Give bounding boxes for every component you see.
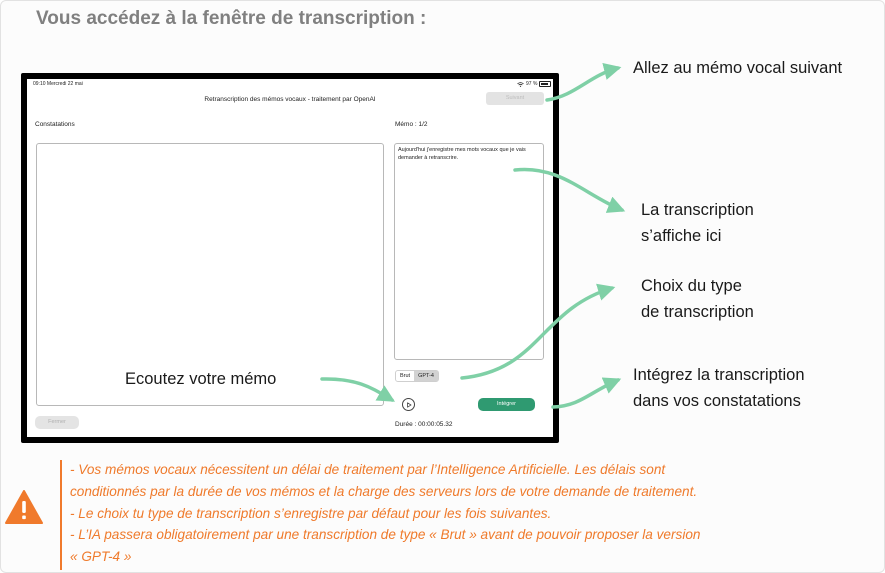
arrow-integrate [553,380,618,407]
close-button[interactable]: Fermer [35,416,79,429]
callout-next: Allez au mémo vocal suivant [633,59,843,77]
callout-integrate-line1: Intégrez la transcription [633,366,805,384]
status-time: 09:10 Mercredi 22 mai [33,81,83,87]
notes-block [70,459,880,568]
arrow-type [462,288,612,378]
callout-type-line2: de transcription [641,303,754,321]
note-line: - L’IA passera obligatoirement par une transcription de type « Brut » avant de pouvoir proposer la version [70,527,701,543]
callout-listen: Ecoutez votre mémo [125,370,277,388]
callout-integrate-line2: dans vos constatations [633,392,801,410]
nav-title: Retranscription des mémos vocaux - traitement par OpenAI [204,96,376,103]
battery-percent: 97 % [526,81,538,87]
transcription-textarea[interactable]: Aujourd'hui j'enregistre mes mots vocaux que je vais demander à retranscrire. [394,143,544,360]
note-line: - Vos mémos vocaux nécessitent un délai de traitement par l’Intelligence Artificielle. Les délais sont [70,462,666,477]
warning-triangle-icon [4,489,44,525]
callout-type-line1: Choix du type [641,277,742,295]
arrow-next [547,68,618,100]
callout-transcript-line2: s’affiche ici [641,227,722,245]
memo-counter: Mémo : 1/2 [395,121,428,128]
segment-brut[interactable]: Brut [396,371,414,381]
duration-label: Durée : 00:00:05.32 [395,421,453,428]
note-line: conditionnés par la durée de vos mémos et la charge des serveurs lors de votre demande de traitement. [70,483,698,499]
constatations-label: Constatations [35,121,75,128]
integrate-button[interactable]: Intégrer [478,398,535,411]
note-line: - Le choix tu type de transcription s’enregistre par défaut pour les fois suivantes. [70,505,552,521]
note-line: « GPT-4 » [70,549,132,565]
arrow-listen [322,379,392,400]
notes-divider [60,460,62,570]
arrow-transcript [515,169,622,210]
callout-transcript-line1: La transcription [641,201,754,219]
segment-gpt4[interactable]: GPT-4 [414,371,438,381]
page-heading: Vous accédez à la fenêtre de transcription : [36,8,427,29]
next-button[interactable]: Suivant [486,92,544,105]
